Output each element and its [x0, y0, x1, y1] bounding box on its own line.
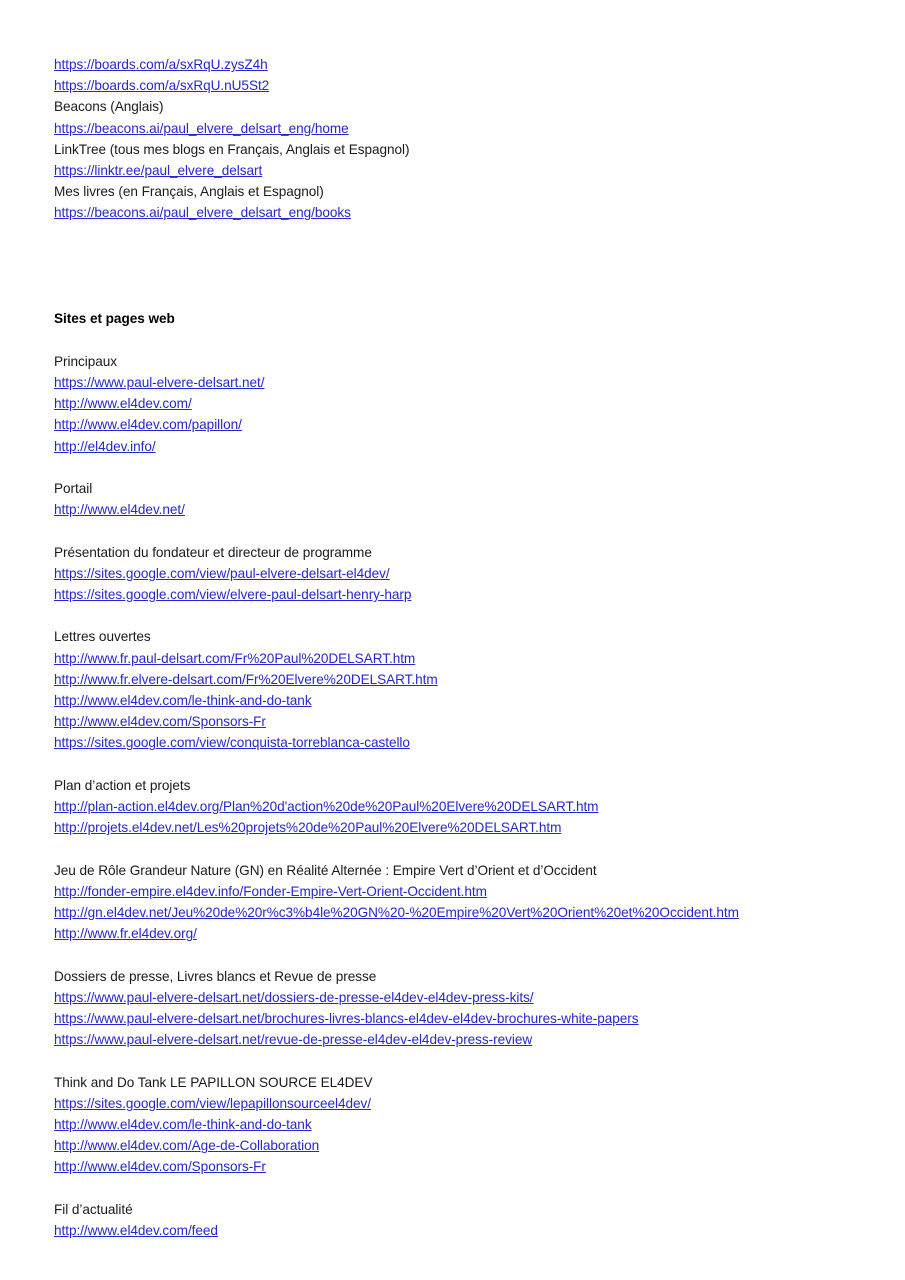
link-el4dev-com-sponsors-fr-2[interactable]: http://www.el4dev.com/Sponsors-Fr — [54, 1159, 266, 1175]
subsection-portail — [54, 478, 865, 520]
link-boards-nu5st2[interactable]: https://boards.com/a/sxRqU.nU5St2 — [54, 78, 270, 94]
subsection-jeu-de-role-grandeur-nature — [54, 860, 865, 945]
gap-small-3 — [54, 520, 865, 541]
label-dossiers-de-presse: Dossiers de presse, Livres blancs et Revue de presse — [54, 968, 377, 984]
link-el4dev-info[interactable]: http://el4dev.info/ — [54, 438, 156, 454]
subsection-dossiers-de-presse — [54, 966, 865, 1051]
link-plan-action-el4dev-org[interactable]: http://plan-action.el4dev.org/Plan%20d'action%20de%20Paul%20Elvere%20DELSART.htm — [54, 799, 599, 815]
gap-small-1 — [54, 330, 865, 351]
heading-sites-et-pages-web: Sites et pages web — [54, 311, 175, 327]
gap-small-7 — [54, 944, 865, 965]
label-linktree: LinkTree (tous mes blogs en Français, Anglais et Espagnol) — [54, 141, 410, 157]
link-sites-google-conquista-torreblanca-castello[interactable]: https://sites.google.com/view/conquista-torreblanca-castello — [54, 735, 410, 751]
gap-small-6 — [54, 838, 865, 859]
link-fonder-empire-el4dev-info[interactable]: http://fonder-empire.el4dev.info/Fonder-Empire-Vert-Orient-Occident.htm — [54, 883, 487, 899]
link-projets-el4dev-net[interactable]: http://projets.el4dev.net/Les%20projets%20de%20Paul%20Elvere%20DELSART.htm — [54, 820, 562, 836]
label-think-and-do-tank: Think and Do Tank LE PAPILLON SOURCE EL4DEV — [54, 1074, 373, 1090]
link-el4dev-com-feed[interactable]: http://www.el4dev.com/feed — [54, 1223, 218, 1239]
links-block-boards-beacons — [54, 54, 865, 224]
link-el4dev-com-age-de-collaboration[interactable]: http://www.el4dev.com/Age-de-Collaboration — [54, 1138, 320, 1154]
section-heading-sites-et-pages-web — [54, 308, 865, 329]
gap-small-4 — [54, 605, 865, 626]
link-brochures-livres-blancs-white-papers[interactable]: https://www.paul-elvere-delsart.net/brochures-livres-blancs-el4dev-el4dev-brochures-white-papers — [54, 1011, 639, 1027]
link-fr-el4dev-org[interactable]: http://www.fr.el4dev.org/ — [54, 926, 197, 942]
gap-small-9 — [54, 1178, 865, 1199]
label-principaux: Principaux — [54, 353, 117, 369]
link-sites-google-lepapillonsourceel4dev[interactable]: https://sites.google.com/view/lepapillonsourceel4dev/ — [54, 1095, 371, 1111]
subsection-presentation-fondateur — [54, 542, 865, 606]
gap-large — [54, 224, 865, 309]
document-content — [54, 54, 865, 1241]
link-beacons-eng-home[interactable]: https://beacons.ai/paul_elvere_delsart_eng/home — [54, 120, 349, 136]
link-el4dev-com[interactable]: http://www.el4dev.com/ — [54, 396, 192, 412]
link-gn-el4dev-net[interactable]: http://gn.el4dev.net/Jeu%20de%20r%c3%b4le%20GN%20-%20Empire%20Vert%20Orient%20et%20Occident.htm — [54, 905, 739, 921]
link-dossiers-de-presse-el4dev-press-kits[interactable]: https://www.paul-elvere-delsart.net/dossiers-de-presse-el4dev-el4dev-press-kits/ — [54, 989, 534, 1005]
link-beacons-eng-books[interactable]: https://beacons.ai/paul_elvere_delsart_eng/books — [54, 205, 351, 221]
link-linktree-paul-elvere-delsart[interactable]: https://linktr.ee/paul_elvere_delsart — [54, 163, 263, 179]
gap-small-2 — [54, 457, 865, 478]
link-el4dev-net[interactable]: http://www.el4dev.net/ — [54, 502, 185, 518]
gap-small-8 — [54, 1050, 865, 1071]
subsection-think-and-do-tank — [54, 1072, 865, 1178]
label-portail: Portail — [54, 481, 93, 497]
link-revue-de-presse-el4dev-press-review[interactable]: https://www.paul-elvere-delsart.net/revue-de-presse-el4dev-el4dev-press-review — [54, 1032, 533, 1048]
gap-small-5 — [54, 754, 865, 775]
link-el4dev-com-le-think-and-do-tank-2[interactable]: http://www.el4dev.com/le-think-and-do-tank — [54, 1117, 312, 1133]
label-lettres-ouvertes: Lettres ouvertes — [54, 629, 151, 645]
link-sites-google-elvere-paul-delsart-henry-harp[interactable]: https://sites.google.com/view/elvere-paul-delsart-henry-harp — [54, 587, 412, 603]
subsection-lettres-ouvertes — [54, 626, 865, 753]
label-plan-action-projets: Plan d’action et projets — [54, 777, 191, 793]
link-el4dev-com-papillon[interactable]: http://www.el4dev.com/papillon/ — [54, 417, 242, 433]
label-presentation-fondateur: Présentation du fondateur et directeur de programme — [54, 544, 372, 560]
link-fr-paul-delsart-com[interactable]: http://www.fr.paul-delsart.com/Fr%20Paul%20DELSART.htm — [54, 650, 416, 666]
label-jeu-de-role-grandeur-nature: Jeu de Rôle Grandeur Nature (GN) en Réalité Alternée : Empire Vert d’Orient et d’Occident — [54, 862, 597, 878]
link-boards-zysz4h[interactable]: https://boards.com/a/sxRqU.zysZ4h — [54, 57, 268, 72]
link-fr-elvere-delsart-com[interactable]: http://www.fr.elvere-delsart.com/Fr%20Elvere%20DELSART.htm — [54, 671, 438, 687]
link-sites-google-paul-elvere-delsart-el4dev[interactable]: https://sites.google.com/view/paul-elvere-delsart-el4dev/ — [54, 565, 390, 581]
link-el4dev-com-sponsors-fr-1[interactable]: http://www.el4dev.com/Sponsors-Fr — [54, 714, 266, 730]
subsection-principaux — [54, 351, 865, 457]
subsection-fil-actualite — [54, 1199, 865, 1241]
link-paul-elvere-delsart-net[interactable]: https://www.paul-elvere-delsart.net/ — [54, 375, 265, 391]
subsection-plan-action-projets — [54, 775, 865, 839]
label-mes-livres: Mes livres (en Français, Anglais et Espagnol) — [54, 184, 324, 200]
label-fil-actualite: Fil d’actualité — [54, 1201, 133, 1217]
label-beacons-anglais: Beacons (Anglais) — [54, 99, 164, 115]
link-el4dev-com-le-think-and-do-tank-1[interactable]: http://www.el4dev.com/le-think-and-do-tank — [54, 693, 312, 709]
